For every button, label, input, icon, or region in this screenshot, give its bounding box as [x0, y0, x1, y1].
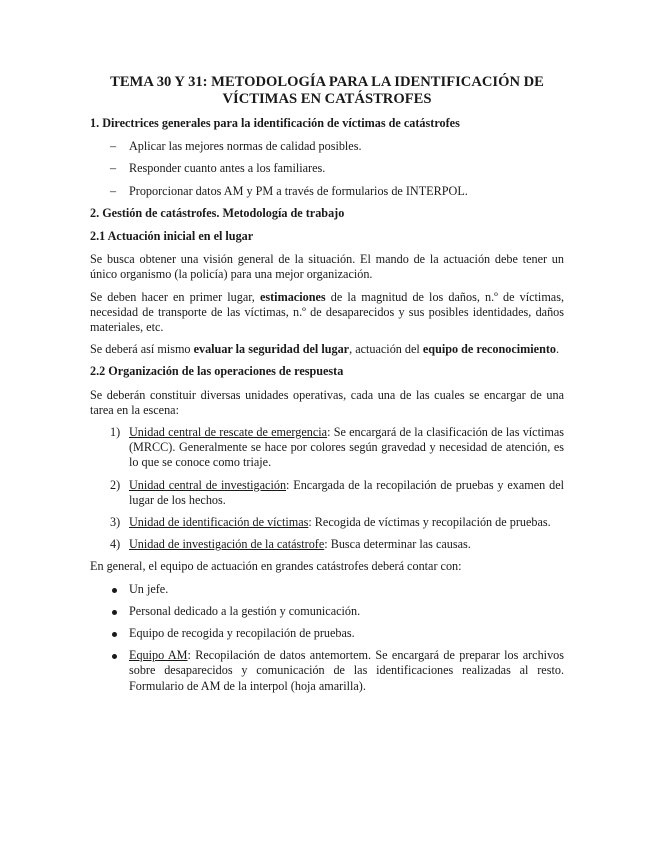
- document-page: [90, 74, 564, 701]
- list-item: 2) Unidad central de investigación: Encargada de la recopilación de pruebas y examen del lugar de los hechos.: [110, 477, 564, 507]
- section-2-heading: 2. Gestión de catástrofes. Metodología de trabajo: [90, 205, 345, 220]
- list-item: 1) Unidad central de rescate de emergencia: Se encargará de la clasificación de las víctimas (MRCC). Generalmente se hace por colores según gravedad y necesidad de atención, es lo que se conoce como triaje.: [110, 425, 564, 470]
- paragraph: Se deberán constituir diversas unidades operativas, cada una de las cuales se encargar de una tarea en la escena:: [90, 387, 564, 417]
- team-list: [90, 582, 564, 694]
- dash-marker: –: [110, 183, 117, 198]
- section-1-heading: 1. Directrices generales para la identificación de víctimas de catástrofes: [90, 116, 460, 130]
- subsection-2-2-heading: 2.2 Organización de las operaciones de respuesta: [90, 364, 344, 379]
- list-item: – Responder cuanto antes a los familiares.: [110, 161, 326, 176]
- page-title: TEMA 30 Y 31: METODOLOGÍA PARA LA IDENTIFICACIÓN DE VÍCTIMAS EN CATÁSTROFES: [110, 74, 544, 107]
- list-item: Personal dedicado a la gestión y comunicación.: [90, 604, 564, 619]
- list-item: 3) Unidad de identificación de víctimas: Recogida de víctimas y recopilación de pruebas.: [110, 515, 551, 530]
- bullet-icon: [112, 588, 117, 593]
- list-item: 4) Unidad de investigación de la catástrofe: Busca determinar las causas.: [110, 537, 471, 552]
- list-item: Equipo AM: Recopilación de datos antemortem. Se encargará de preparar los archivos sobre desaparecidos y comunicación de las identificaciones realizadas al resto. Formulario de AM de la interpol (hoja amarilla).: [90, 648, 564, 694]
- paragraph: Se deben hacer en primer lugar, estimaciones de la magnitud de los daños, n.º de víctimas, necesidad de transporte de las víctimas, n.º de desaparecidos y sus posibles identidades, daños materiales, etc.: [90, 289, 564, 335]
- dash-marker: –: [110, 161, 117, 176]
- list-item: – Aplicar las mejores normas de calidad posibles.: [110, 139, 362, 154]
- bullet-icon: [112, 632, 117, 637]
- bullet-icon: [112, 654, 117, 659]
- subsection-2-1-heading: 2.1 Actuación inicial en el lugar: [90, 229, 254, 244]
- paragraph: En general, el equipo de actuación en grandes catástrofes deberá contar con:: [90, 559, 462, 574]
- units-list: [90, 425, 564, 552]
- bullet-icon: [112, 610, 117, 615]
- guidelines-list: [90, 139, 564, 199]
- list-item: Equipo de recogida y recopilación de pruebas.: [90, 626, 564, 641]
- list-item: Un jefe.: [90, 582, 564, 597]
- dash-marker: –: [110, 139, 117, 154]
- paragraph: Se busca obtener una visión general de la situación. El mando de la actuación debe tener un único organismo (la policía) para una mejor organización.: [90, 252, 564, 282]
- paragraph: Se deberá así mismo evaluar la seguridad del lugar, actuación del equipo de reconocimiento.: [90, 342, 560, 357]
- list-item: – Proporcionar datos AM y PM a través de formularios de INTERPOL.: [110, 183, 468, 198]
